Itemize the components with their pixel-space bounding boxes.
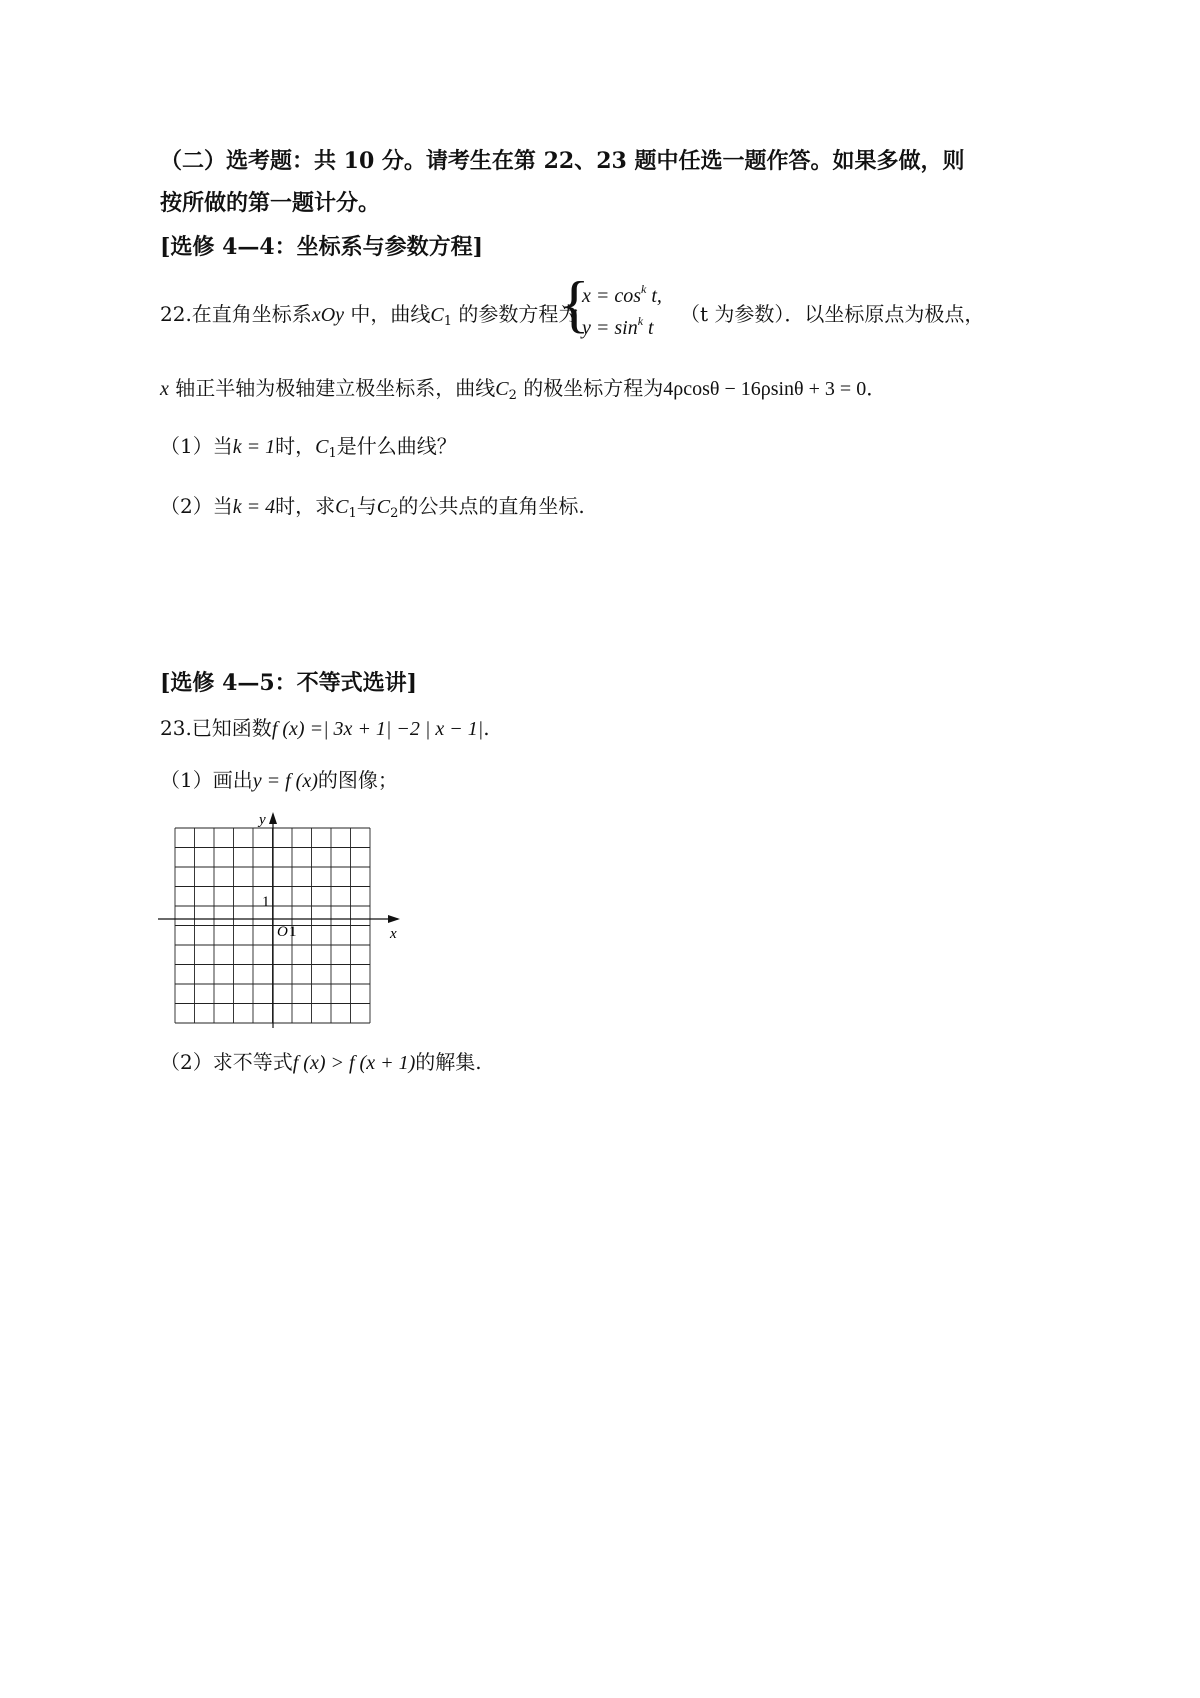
q22-curve2-sub: 2: [508, 388, 517, 403]
param-eq-y: [582, 314, 654, 340]
q23-lead: 23.已知函数: [160, 716, 272, 740]
param-eq-x-body: x = cos: [582, 285, 642, 307]
q23-part1: [160, 764, 398, 793]
origin-label: O: [277, 924, 288, 940]
q22-part1-curve: C: [315, 436, 329, 458]
q23-part1-tail: 的图像；: [317, 768, 398, 792]
coordinate-grid: [150, 800, 420, 1040]
q22-part1-curve-sub: 1: [328, 446, 337, 461]
q22-line2-x: x: [160, 378, 169, 400]
q22-part1-prefix: （1）当: [160, 434, 233, 458]
section-heading-line1: （二）选考题：共 10 分。请考生在第 22、23 题中任选一题作答。如果多做，则: [160, 148, 965, 174]
x-axis-arrow: [388, 915, 400, 923]
elective-45-title: [选修 4—5：不等式选讲]: [160, 670, 418, 696]
q22-line2-c: 的极坐标方程为: [516, 376, 664, 400]
param-eq-x-tail: t,: [646, 285, 662, 307]
q23-part1-expr: y = f (x): [252, 770, 318, 792]
q22-curve1-sub: 1: [443, 314, 452, 329]
q23-part2-tail: 的解集.: [415, 1050, 482, 1074]
q22-part2-mid: 时，求: [275, 494, 336, 518]
q22-part2-c1: C: [335, 496, 349, 518]
param-eq-y-body: y = sin: [582, 317, 638, 339]
q22-coord-sys: xOy: [311, 304, 345, 326]
q22-polar-eq: 4ρcosθ − 16ρsinθ + 3 = 0: [663, 378, 867, 400]
y-axis-label: y: [259, 812, 266, 828]
q22-part1: [160, 430, 457, 461]
q22-curve1: C: [430, 304, 444, 326]
q23-part2-expr: f (x) > f (x + 1): [292, 1052, 416, 1074]
q22-part2-and: 与: [356, 494, 377, 518]
q22-mid1: 中，曲线: [344, 302, 431, 326]
q22-line2: [160, 372, 886, 403]
param-eq-x-sup: k: [641, 282, 647, 296]
x-axis-label: x: [390, 926, 397, 942]
q22-lead: 22.在直角坐标系: [160, 302, 312, 326]
q22-part2-c2-sub: 2: [390, 506, 399, 521]
q22-part2-prefix: （2）当: [160, 494, 233, 518]
q23-line: [160, 712, 490, 741]
q22-part2-c1-sub: 1: [348, 506, 357, 521]
q22-param-note: （t 为参数）．以坐标原点为极点，: [680, 302, 985, 326]
q22-part2: [160, 490, 585, 521]
q22-part1-mid: 时，: [275, 434, 316, 458]
q22-part1-tail: 是什么曲线？: [336, 434, 457, 458]
section-heading-line2: 按所做的第一题计分。: [160, 190, 381, 216]
q22-line2-end: ．: [866, 376, 887, 400]
y-unit-label: 1: [262, 894, 270, 910]
y-axis-arrow: [269, 812, 277, 824]
q22-part2-tail: 的公共点的直角坐标.: [398, 494, 585, 518]
q23-part2-prefix: （2）求不等式: [160, 1050, 293, 1074]
system-brace: {: [559, 268, 590, 339]
q22-part2-cond: k = 4: [232, 496, 276, 518]
q22-part1-cond: k = 1: [232, 436, 276, 458]
param-eq-x: [582, 282, 662, 308]
elective-44-title: [选修 4—4：坐标系与参数方程]: [160, 234, 484, 260]
param-eq-y-tail: t: [643, 317, 654, 339]
q22-line2-b: 轴正半轴为极轴建立极坐标系，曲线: [168, 376, 496, 400]
q23-part2: [160, 1046, 482, 1075]
q23-end: .: [483, 716, 490, 740]
q22-part2-c2: C: [376, 496, 391, 518]
q22-line1: [160, 298, 578, 329]
q22-mid2: 的参数方程为: [452, 302, 579, 326]
x-unit-label: 1: [289, 924, 297, 940]
q23-part1-prefix: （1）画出: [160, 768, 253, 792]
q22-curve2: C: [495, 378, 509, 400]
param-eq-y-sup: k: [637, 314, 644, 328]
q23-func: f (x) =| 3x + 1| −2 | x − 1|: [271, 718, 484, 740]
